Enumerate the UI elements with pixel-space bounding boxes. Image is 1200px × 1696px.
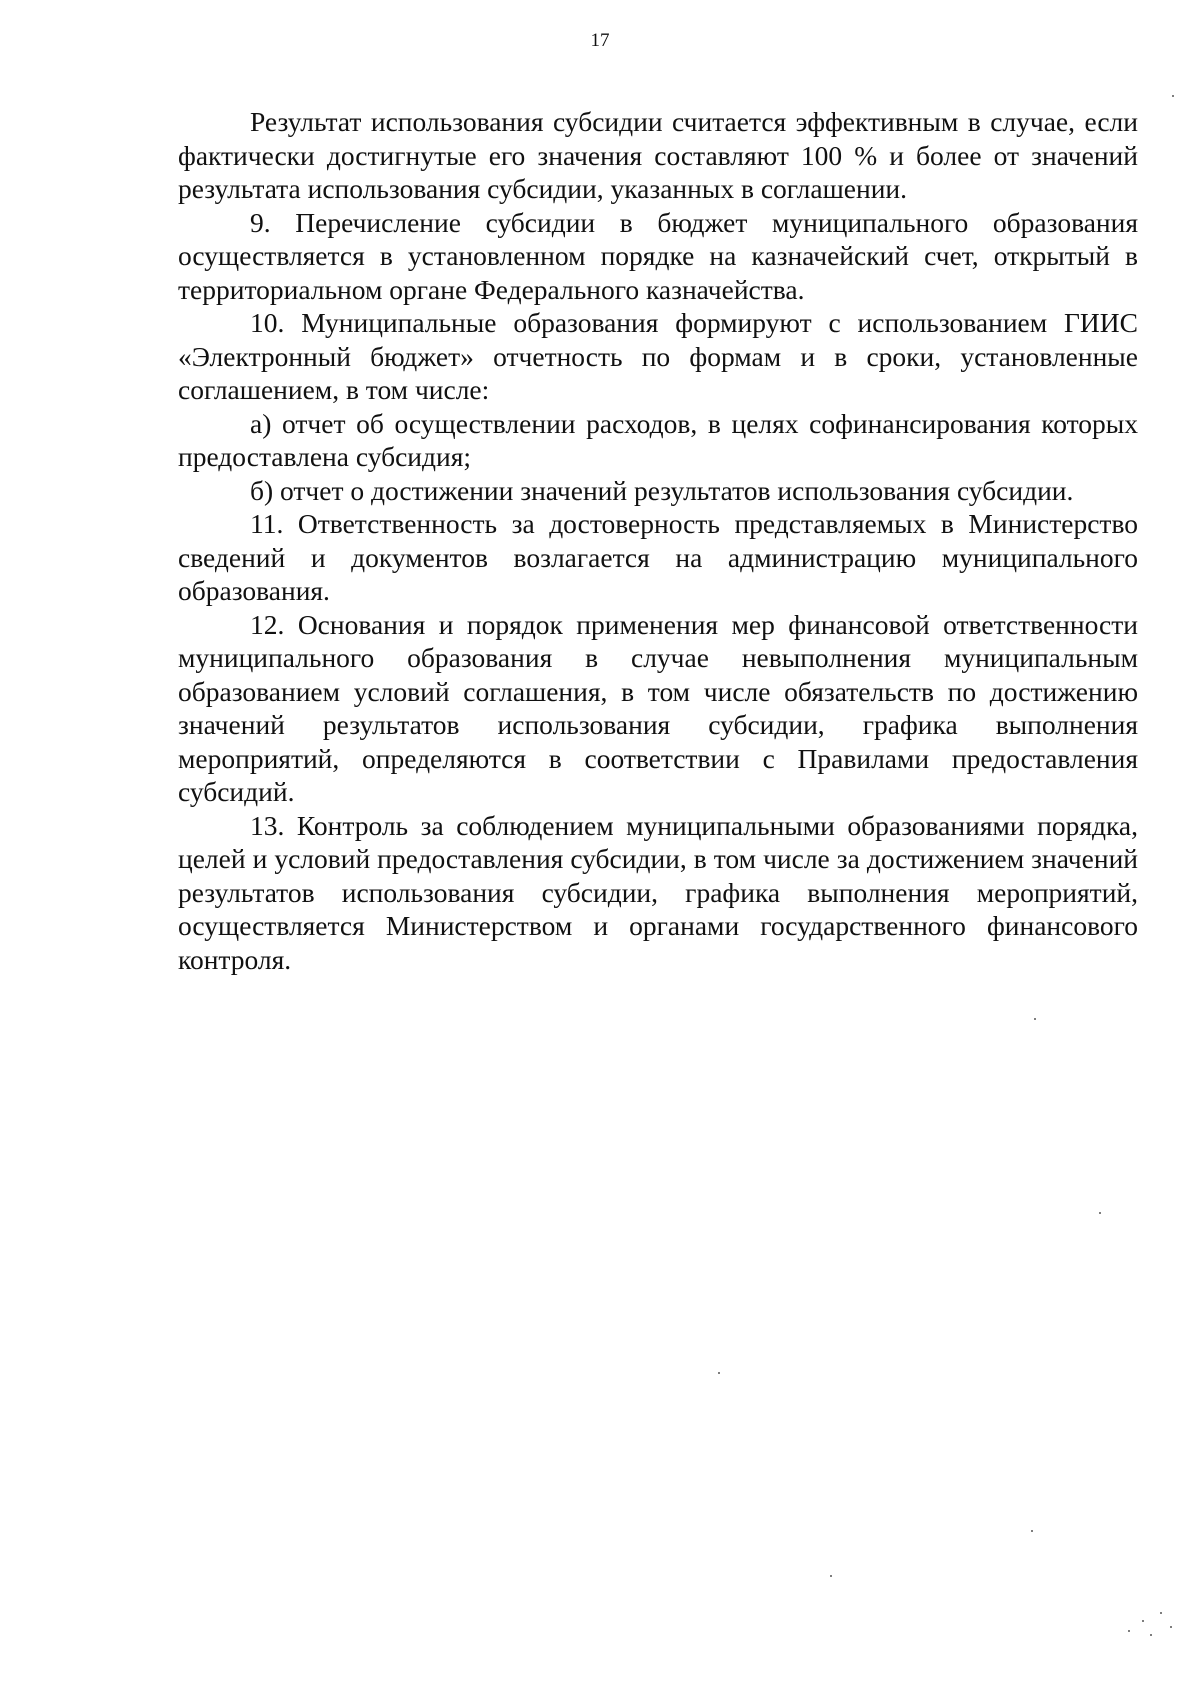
scan-speck [1034, 1018, 1036, 1020]
paragraph-10-b: б) отчет о достижении значений результатов использования субсидии. [250, 474, 1074, 506]
scan-speck [1170, 1626, 1172, 1628]
paragraph-12: 12. Основания и порядок применения мер финансовой ответственности муниципального образования в случае невыполнения муниципальным образованием условий соглашения, в том числе обязательств по достижению значений результатов использования субсидии, графика выполнения мероприятий, определяются в соответствии с Правилами предоставления субсидий. [178, 608, 1138, 807]
scan-speck [1160, 1612, 1162, 1614]
paragraph-13: 13. Контроль за соблюдением муниципальными образованиями порядка, целей и условий предоставления субсидии, в том числе за достижением значений результатов использования субсидии, графика выполнения мероприятий, осуществляется Министерством и органами государственного финансового контроля. [178, 809, 1138, 975]
scan-speck [1150, 1634, 1152, 1636]
scan-speck [1172, 95, 1174, 97]
paragraph-10: 10. Муниципальные образования формируют с использованием ГИИС «Электронный бюджет» отчетность по формам и в сроки, установленные соглашением, в том числе: [178, 307, 1138, 405]
paragraph-11: 11. Ответственность за достоверность представляемых в Министерство сведений и документов возлагается на администрацию муниципального образования. [178, 508, 1138, 606]
paragraph-10-a: а) отчет об осуществлении расходов, в целях софинансирования которых предоставлена субсидия; [178, 407, 1138, 472]
scan-speck [1128, 1630, 1130, 1632]
scan-speck [1099, 1212, 1101, 1214]
scan-speck [830, 1575, 832, 1577]
scan-speck [1142, 1620, 1144, 1622]
scan-speck [1031, 1530, 1033, 1532]
paragraph-9: 9. Перечисление субсидии в бюджет муниципального образования осуществляется в установленном порядке на казначейский счет, открытый в территориальном органе Федерального казначейства. [178, 206, 1138, 305]
page-number: 17 [590, 30, 610, 51]
scan-speck [718, 1372, 720, 1374]
paragraph-result-effectiveness: Результат использования субсидии считается эффективным в случае, если фактически достигнутые его значения составляют 100 % и более от значений результата использования субсидии, указанных в соглашении. [178, 106, 1138, 204]
document-body [178, 105, 1138, 976]
